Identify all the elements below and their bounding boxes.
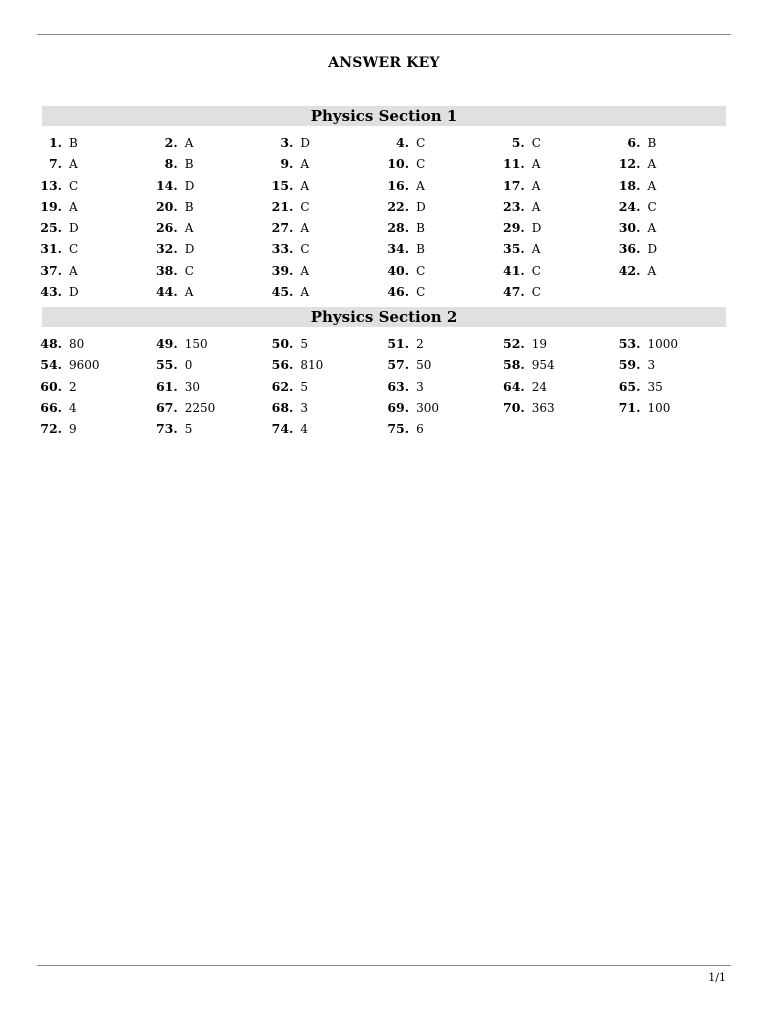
question-number: 68.	[271, 399, 294, 415]
answer-value: 35	[647, 379, 663, 394]
answer-item	[501, 196, 617, 217]
section-physics-1	[42, 106, 726, 302]
answer-value: A	[300, 263, 310, 278]
answer-value: A	[531, 199, 541, 214]
answer-value: B	[416, 242, 425, 257]
answer-value: A	[184, 221, 194, 236]
answer-value: D	[69, 285, 79, 300]
answer-value: 9	[69, 422, 77, 437]
answer-item	[501, 175, 617, 196]
answer-value: 50	[416, 358, 432, 373]
question-number: 40.	[387, 262, 410, 278]
answer-value: C	[184, 263, 194, 278]
answer-item	[38, 281, 154, 302]
answer-value: 2	[416, 337, 424, 351]
answer-value: C	[416, 136, 426, 150]
answer-item	[269, 175, 385, 196]
answer-item	[385, 376, 501, 397]
question-number: 54.	[40, 357, 62, 373]
answer-item	[616, 238, 732, 259]
answer-value: 5	[300, 379, 309, 394]
answer-value: A	[647, 221, 657, 236]
answer-item	[38, 418, 154, 439]
top-divider	[37, 34, 731, 35]
answer-item	[269, 376, 385, 397]
answer-item	[269, 281, 385, 302]
answer-value: C	[531, 285, 541, 300]
answer-item	[269, 260, 385, 281]
question-number: 63.	[387, 378, 410, 394]
question-number: 31.	[40, 241, 62, 257]
answer-value: 80	[69, 337, 85, 351]
question-number: 61.	[155, 378, 178, 394]
question-number: 72.	[40, 421, 62, 437]
question-number: 50.	[271, 336, 294, 351]
answer-item	[154, 132, 270, 153]
question-number: 46.	[387, 284, 410, 300]
question-number: 75.	[387, 421, 410, 437]
answer-item	[616, 153, 732, 174]
question-number: 65.	[618, 378, 641, 394]
answer-item	[38, 132, 154, 153]
answer-value: 30	[184, 379, 200, 394]
question-number: 13.	[40, 177, 62, 193]
answer-item	[616, 217, 732, 238]
question-number: 12.	[618, 156, 641, 172]
page-indicator: 1/1	[708, 971, 726, 984]
answer-value: C	[416, 285, 426, 300]
answer-item	[38, 354, 154, 375]
answer-item	[385, 333, 501, 354]
question-number: 62.	[271, 378, 294, 394]
answer-value: 954	[531, 358, 555, 373]
answer-value: B	[184, 199, 194, 214]
question-number: 2.	[164, 135, 178, 150]
answer-item	[501, 153, 617, 174]
answer-item	[154, 397, 270, 418]
question-number: 70.	[503, 399, 525, 415]
answer-item	[501, 376, 617, 397]
answer-item	[616, 376, 732, 397]
answer-item	[269, 196, 385, 217]
answer-item	[154, 260, 270, 281]
answer-value: D	[647, 242, 658, 257]
answer-value: A	[531, 157, 541, 172]
answer-item	[154, 418, 270, 439]
question-number: 1.	[48, 135, 62, 150]
question-number: 9.	[280, 156, 294, 172]
question-number: 36.	[618, 241, 641, 257]
question-number: 25.	[40, 220, 62, 236]
question-number: 58.	[503, 357, 525, 373]
answer-item	[616, 175, 732, 196]
answer-value: A	[647, 157, 657, 172]
answer-value: A	[647, 263, 657, 278]
question-number: 59.	[618, 357, 641, 373]
question-number: 22.	[387, 198, 410, 214]
answer-item	[501, 354, 617, 375]
answer-value: 1000	[647, 337, 678, 351]
answer-item	[385, 153, 501, 174]
answer-item	[38, 153, 154, 174]
answer-item	[38, 238, 154, 259]
section-header: Physics Section 1	[42, 106, 726, 126]
question-number: 3.	[280, 135, 294, 150]
answer-value: 2	[69, 379, 77, 394]
answer-item	[38, 217, 154, 238]
question-number: 33.	[271, 241, 294, 257]
answer-item	[38, 333, 154, 354]
answer-item	[501, 397, 617, 418]
question-number: 7.	[48, 156, 62, 172]
question-number: 44.	[155, 284, 178, 300]
answer-value: 3	[300, 400, 309, 415]
question-number: 8.	[164, 156, 178, 172]
answer-item	[154, 333, 270, 354]
question-number: 29.	[503, 220, 525, 236]
answer-item	[501, 281, 617, 302]
answer-value: 810	[300, 358, 324, 373]
answer-value: 6	[416, 422, 424, 437]
answer-item	[616, 260, 732, 281]
question-number: 69.	[387, 399, 410, 415]
answer-item	[385, 397, 501, 418]
answer-value: A	[69, 199, 78, 214]
question-number: 47.	[503, 284, 525, 300]
answer-item	[38, 397, 154, 418]
question-number: 14.	[155, 177, 178, 193]
page-title: ANSWER KEY	[328, 55, 440, 71]
answer-value: D	[69, 221, 79, 236]
question-number: 64.	[503, 378, 525, 394]
question-number: 45.	[271, 284, 294, 300]
question-number: 26.	[155, 220, 178, 236]
answer-item	[269, 217, 385, 238]
answer-item	[269, 333, 385, 354]
question-number: 27.	[271, 220, 294, 236]
answer-item	[154, 153, 270, 174]
answer-value: B	[69, 136, 78, 150]
answer-value: 19	[531, 337, 548, 351]
answer-item	[38, 175, 154, 196]
answer-value: C	[300, 199, 310, 214]
answer-value: A	[300, 221, 310, 236]
question-number: 30.	[618, 220, 641, 236]
question-number: 17.	[503, 177, 525, 193]
answer-item	[154, 238, 270, 259]
answer-value: D	[300, 136, 310, 150]
answer-value: 5	[300, 337, 309, 351]
answer-item	[501, 260, 617, 281]
answer-value: D	[184, 178, 195, 193]
answer-value: 2250	[184, 400, 216, 415]
answer-value: A	[300, 178, 310, 193]
answer-value: C	[647, 199, 657, 214]
answer-value: A	[300, 285, 310, 300]
question-number: 37.	[40, 262, 62, 278]
answer-value: A	[69, 263, 78, 278]
answer-value: A	[300, 157, 310, 172]
question-number: 20.	[155, 198, 178, 214]
section-physics-2	[42, 307, 726, 439]
question-number: 49.	[155, 336, 178, 351]
answer-item	[501, 132, 617, 153]
answer-grid	[38, 132, 726, 302]
question-number: 67.	[155, 399, 178, 415]
answer-item	[38, 260, 154, 281]
answer-item	[269, 132, 385, 153]
question-number: 74.	[271, 421, 294, 437]
answer-item	[154, 217, 270, 238]
answer-item	[616, 132, 732, 153]
answer-value: 363	[531, 400, 555, 415]
answer-item	[616, 397, 732, 418]
answer-value: 5	[184, 422, 193, 437]
answer-item	[385, 238, 501, 259]
answer-item	[154, 281, 270, 302]
question-number: 6.	[627, 135, 641, 150]
answer-value: 100	[647, 400, 671, 415]
question-number: 71.	[618, 399, 641, 415]
answer-value: 4	[69, 400, 77, 415]
question-number: 11.	[503, 156, 525, 172]
answer-value: D	[416, 199, 426, 214]
answer-value: 0	[184, 358, 193, 373]
answer-value: A	[416, 178, 425, 193]
question-number: 24.	[618, 198, 641, 214]
answer-item	[385, 354, 501, 375]
question-number: 32.	[155, 241, 178, 257]
answer-item	[385, 418, 501, 439]
question-number: 53.	[618, 336, 641, 351]
answer-value: A	[184, 136, 194, 150]
question-number: 23.	[503, 198, 525, 214]
answer-item	[616, 354, 732, 375]
answer-value: C	[531, 263, 541, 278]
answer-value: A	[647, 178, 657, 193]
answer-item	[269, 238, 385, 259]
answer-item	[154, 196, 270, 217]
question-number: 55.	[155, 357, 178, 373]
answer-value: B	[184, 157, 194, 172]
answer-value: D	[184, 242, 195, 257]
answer-item	[269, 354, 385, 375]
answer-value: C	[416, 263, 426, 278]
question-number: 28.	[387, 220, 410, 236]
answer-value: C	[69, 242, 79, 257]
answer-item	[385, 260, 501, 281]
answer-value: A	[69, 157, 78, 172]
answer-value: B	[416, 221, 425, 236]
answer-item	[385, 196, 501, 217]
answer-value: A	[531, 242, 541, 257]
answer-item	[269, 397, 385, 418]
question-number: 52.	[503, 336, 525, 351]
answer-value: C	[300, 242, 310, 257]
question-number: 42.	[618, 262, 641, 278]
answer-value: 24	[531, 379, 548, 394]
answer-value: 3	[647, 358, 656, 373]
question-number: 56.	[271, 357, 294, 373]
answer-item	[385, 281, 501, 302]
answer-item	[38, 376, 154, 397]
section-header: Physics Section 2	[42, 307, 726, 327]
answer-value: 4	[300, 422, 309, 437]
question-number: 19.	[40, 198, 62, 214]
answer-item	[616, 333, 732, 354]
question-number: 10.	[387, 156, 410, 172]
answer-value: C	[69, 178, 79, 193]
answer-item	[385, 132, 501, 153]
question-number: 57.	[387, 357, 410, 373]
answer-value: A	[531, 178, 541, 193]
question-number: 66.	[40, 399, 62, 415]
answer-value: 300	[416, 400, 439, 415]
question-number: 51.	[387, 336, 410, 351]
answer-item	[269, 153, 385, 174]
question-number: 38.	[155, 262, 178, 278]
answer-value: C	[531, 136, 541, 150]
question-number: 21.	[271, 198, 294, 214]
question-number: 41.	[503, 262, 525, 278]
answer-item	[501, 217, 617, 238]
question-number: 5.	[511, 135, 525, 150]
answer-item	[154, 175, 270, 196]
answer-item	[616, 196, 732, 217]
answer-item	[385, 217, 501, 238]
answer-value: 9600	[69, 358, 100, 373]
question-number: 15.	[271, 177, 294, 193]
question-number: 35.	[503, 241, 525, 257]
answer-item	[38, 196, 154, 217]
question-number: 48.	[40, 336, 62, 351]
answer-item	[501, 333, 617, 354]
question-number: 39.	[271, 262, 294, 278]
answer-value: A	[184, 285, 194, 300]
question-number: 4.	[396, 135, 410, 150]
question-number: 34.	[387, 241, 410, 257]
answer-value: D	[531, 221, 542, 236]
answer-item	[269, 418, 385, 439]
question-number: 60.	[40, 378, 62, 394]
question-number: 18.	[618, 177, 641, 193]
question-number: 16.	[387, 177, 410, 193]
answer-item	[154, 354, 270, 375]
answer-item	[385, 175, 501, 196]
answer-grid	[38, 333, 726, 439]
answer-value: C	[416, 157, 426, 172]
bottom-divider	[37, 965, 731, 966]
answer-value: B	[647, 136, 657, 150]
question-number: 73.	[155, 421, 178, 437]
answer-item	[154, 376, 270, 397]
answer-item	[501, 238, 617, 259]
answer-value: 3	[416, 379, 424, 394]
answer-value: 150	[184, 337, 208, 351]
question-number: 43.	[40, 284, 62, 300]
